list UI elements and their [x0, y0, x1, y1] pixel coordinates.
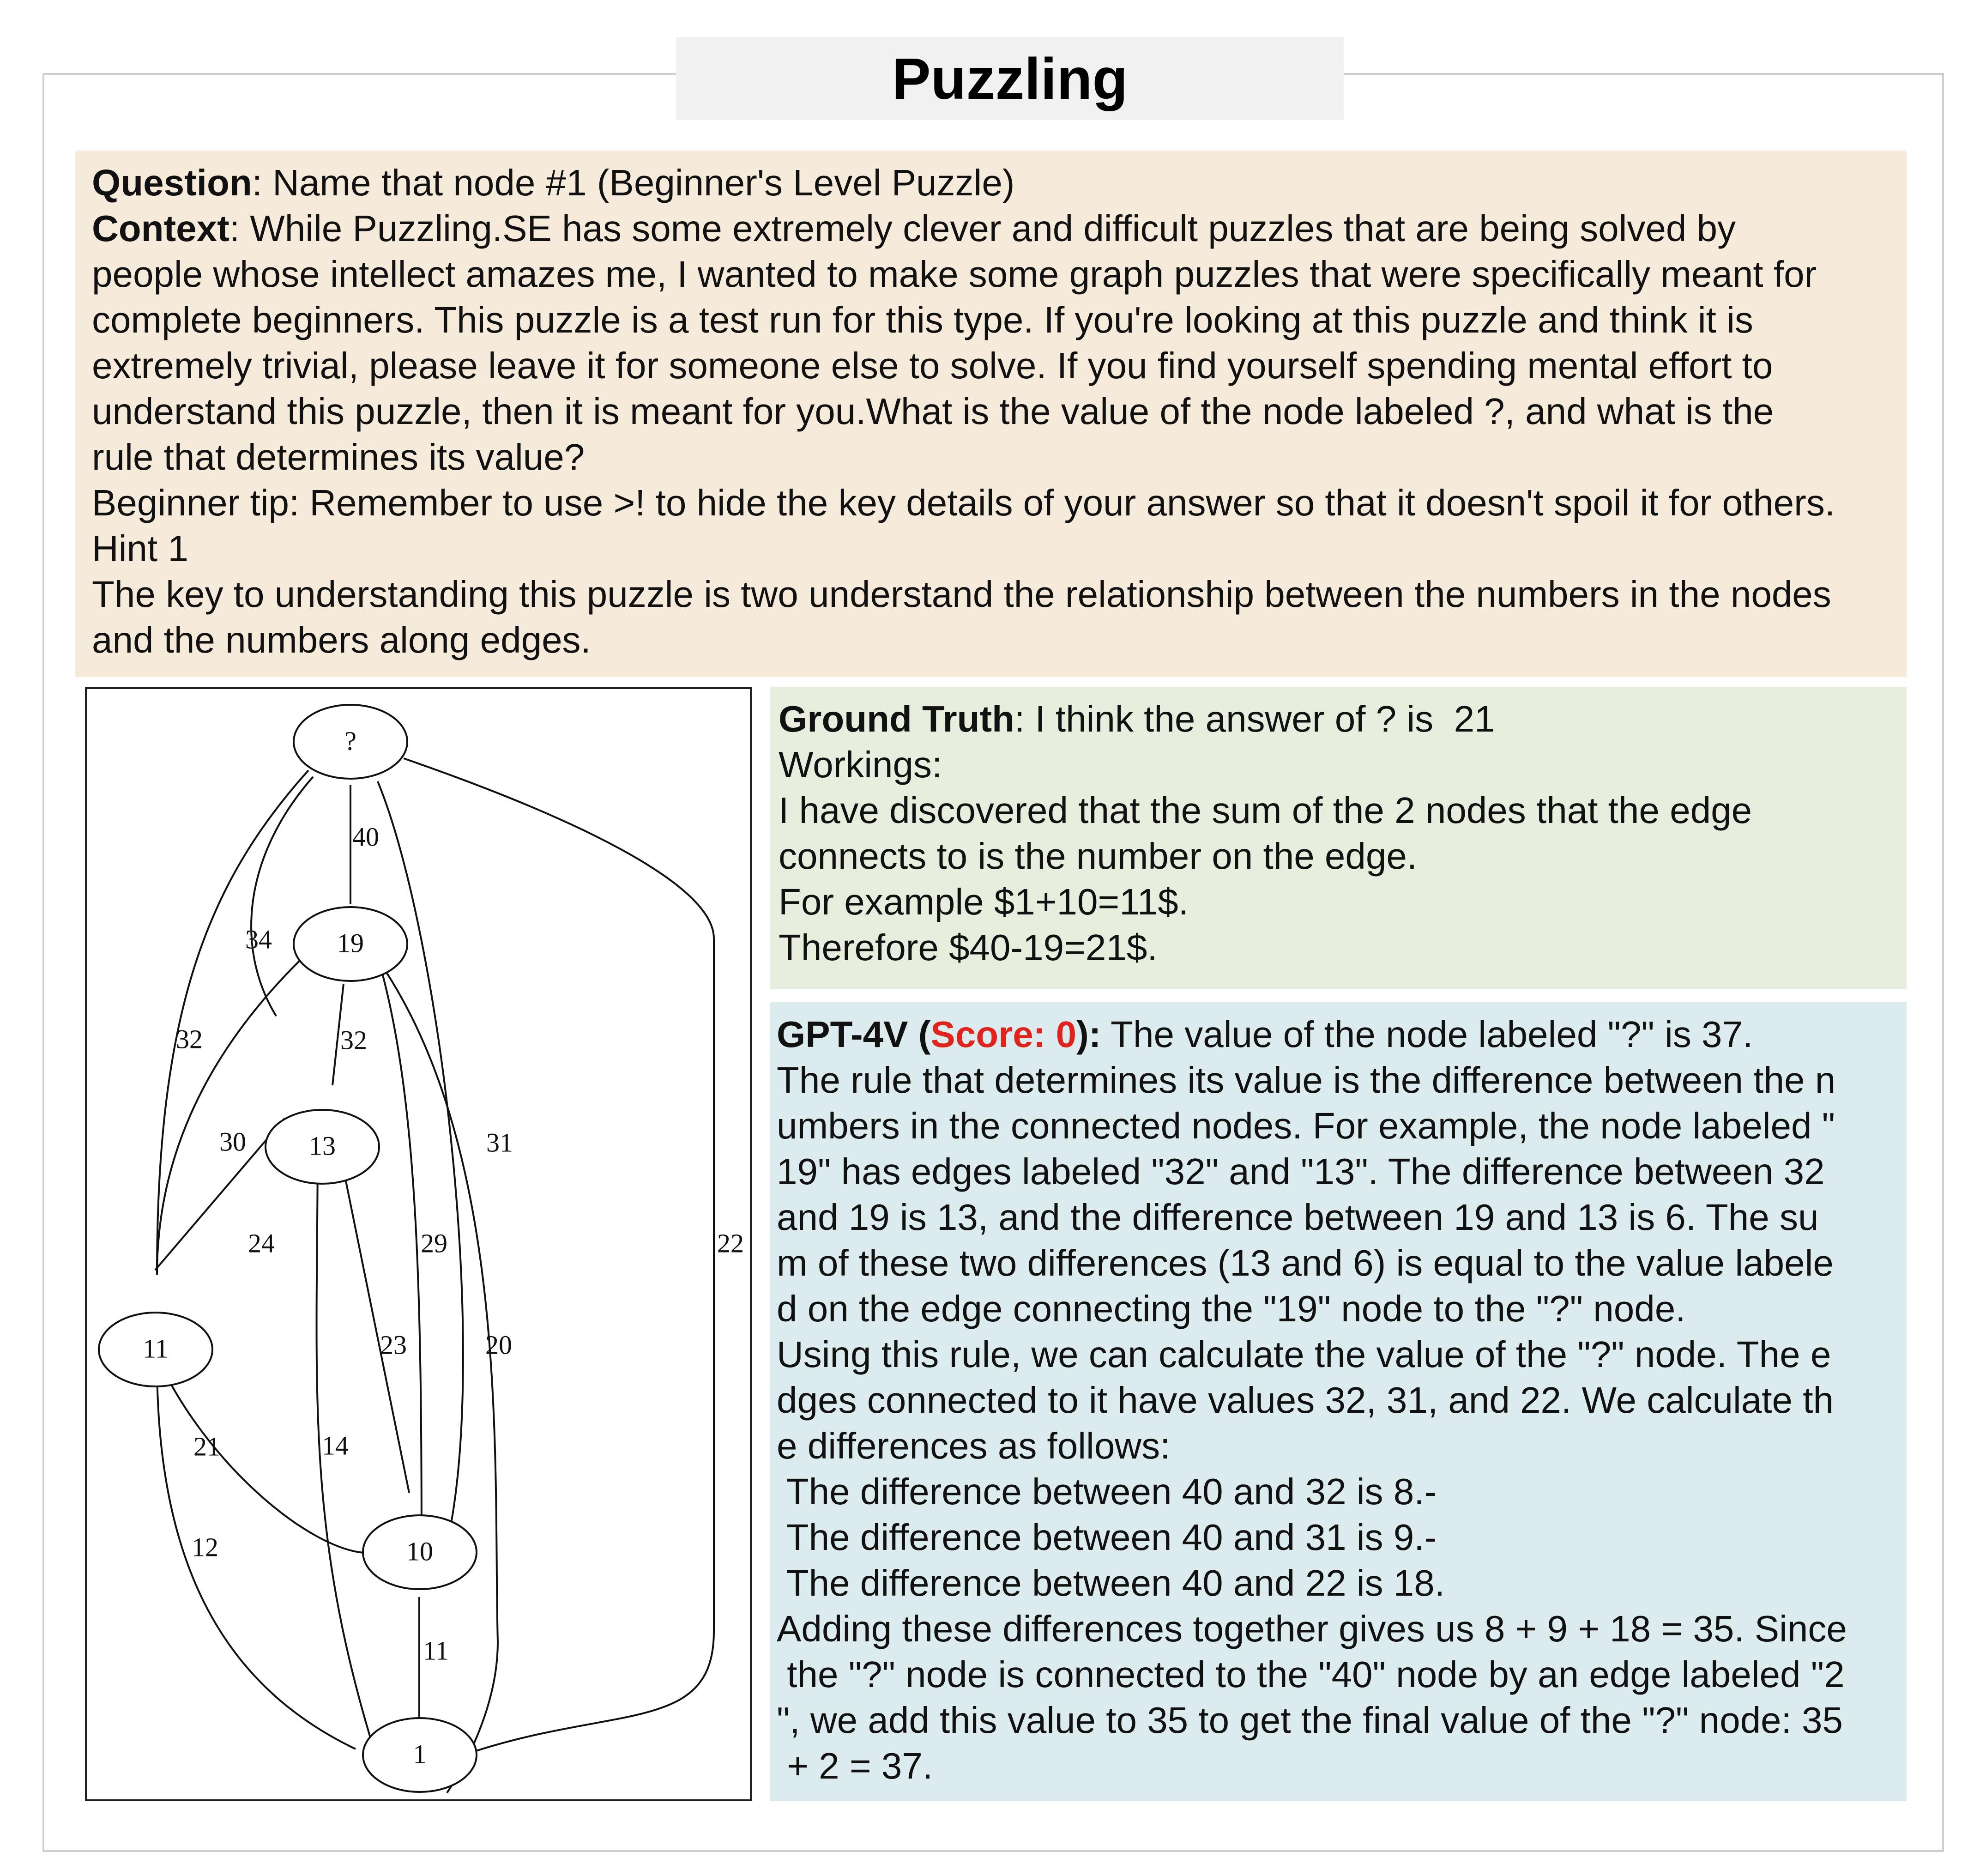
question-text: : Name that node #1 (Beginner's Level Puzzle): [252, 162, 1015, 203]
gpt4v-line: umbers in the connected nodes. For example, the node labeled ": [777, 1105, 1835, 1146]
gpt4v-line: d on the edge connecting the "19" node to the "?" node.: [777, 1288, 1686, 1329]
ground-truth-label: Ground Truth: [779, 698, 1015, 739]
context-label: Context: [92, 208, 229, 249]
edge-19-11: [157, 948, 313, 1275]
edge-label-11-1: 12: [192, 1532, 218, 1562]
gpt4v-line: Adding these differences together gives us 8 + 9 + 18 = 35. Since: [777, 1608, 1847, 1649]
question-label: Question: [92, 162, 252, 203]
context-line: [92, 206, 1890, 251]
gpt4v-line: The difference between 40 and 22 is 18.: [777, 1562, 1445, 1604]
score-open-paren: (: [908, 1014, 931, 1055]
edge-label-13-1: 14: [322, 1430, 349, 1461]
ground-truth-line: [779, 696, 1897, 742]
hint-text: and the numbers along edges.: [92, 619, 591, 660]
context-line: understand this puzzle, then it is meant for you.What is the value of the node labeled ?, and what is the: [92, 391, 1774, 432]
ground-truth-panel: [770, 687, 1907, 989]
model-label: GPT-4V: [777, 1014, 908, 1055]
node-label-question: ?: [344, 726, 356, 756]
hint-text: The key to understanding this puzzle is two understand the relationship between the numbers in the nodes: [92, 574, 1831, 615]
workings-line: connects to is the number on the edge.: [779, 835, 1418, 877]
edge-label-19-11: 30: [219, 1126, 246, 1157]
workings-line: Therefore $40-19=21$.: [779, 927, 1158, 968]
question-panel: [75, 151, 1907, 677]
workings-line: I have discovered that the sum of the 2 nodes that the edge: [779, 790, 1752, 831]
gpt4v-line: and 19 is 13, and the difference between 19 and 13 is 6. The su: [777, 1197, 1819, 1238]
gpt4v-line: m of these two differences (13 and 6) is equal to the value labele: [777, 1242, 1834, 1283]
workings-line: For example $1+10=11$.: [779, 881, 1189, 922]
edge-label-q-10: 31: [486, 1127, 513, 1158]
gpt4v-line: The difference between 40 and 31 is 9.-: [777, 1517, 1437, 1558]
context-line: people whose intellect amazes me, I wanted to make some graph puzzles that were specifically meant for: [92, 254, 1817, 295]
beginner-tip: Beginner tip: Remember to use >! to hide the key details of your answer so that it doesn't spoil it for others.: [92, 482, 1835, 523]
edge-label-13-10: 23: [380, 1330, 407, 1360]
title-box: [676, 37, 1344, 120]
gpt4v-answer: The value of the node labeled "?" is 37.: [1101, 1014, 1753, 1055]
workings-line: Workings:: [779, 744, 942, 785]
gpt4v-line: dges connected to it have values 32, 31, and 22. We calculate th: [777, 1380, 1834, 1421]
edge-label-19-1: 20: [485, 1330, 512, 1360]
gpt4v-line: The difference between 40 and 32 is 8.-: [777, 1471, 1437, 1512]
hint-heading: Hint 1: [92, 528, 188, 569]
ground-truth-answer: : I think the answer of ? is 21: [1014, 698, 1495, 739]
node-label-10: 10: [406, 1536, 433, 1567]
edge-label-11-10: 21: [193, 1431, 220, 1462]
edge-19-10: [382, 974, 422, 1566]
edge-label-q-13: 34: [245, 924, 272, 955]
gpt4v-line: ", we add this value to 35 to get the final value of the "?" node: 35: [777, 1700, 1843, 1741]
edge-11-1: [157, 1358, 356, 1749]
gpt4v-line: + 2 = 37.: [777, 1745, 933, 1786]
context-line: rule that determines its value?: [92, 436, 585, 478]
edge-q-13: [251, 777, 313, 1016]
node-label-1: 1: [413, 1739, 427, 1769]
context-line: complete beginners. This puzzle is a test run for this type. If you're looking at this puzzle and think it is: [92, 299, 1753, 340]
gpt4v-answer-panel: [770, 1002, 1907, 1801]
node-label-11: 11: [143, 1333, 169, 1364]
edge-label-q-11: 32: [176, 1024, 203, 1054]
edge-label-19-13: 32: [340, 1025, 367, 1055]
edge-q-11: [157, 770, 308, 1273]
gpt4v-line: the "?" node is connected to the "40" node by an edge labeled "2: [777, 1654, 1845, 1695]
edge-label-q-1: 22: [717, 1228, 744, 1259]
gpt4v-line: 19" has edges labeled "32" and "13". The difference between 32: [777, 1151, 1825, 1192]
context-line: extremely trivial, please leave it for someone else to solve. If you find yourself spending mental effort to: [92, 345, 1773, 386]
edge-label-q-19: 40: [352, 822, 379, 852]
node-label-19: 19: [337, 928, 364, 958]
question-line: [92, 160, 1890, 206]
gpt4v-first-line: [777, 1011, 1897, 1057]
node-label-13: 13: [309, 1131, 336, 1161]
edge-label-13-11: 24: [248, 1228, 275, 1259]
graph-figure: [85, 687, 752, 1801]
edge-label-19-10: 29: [421, 1228, 447, 1259]
graph-svg: [87, 689, 754, 1803]
context-text: : While Puzzling.SE has some extremely clever and difficult puzzles that are being solved by: [229, 208, 1736, 249]
edge-label-10-1: 11: [423, 1635, 449, 1666]
score-value: Score: 0: [930, 1014, 1077, 1055]
gpt4v-line: The rule that determines its value is the difference between the n: [777, 1059, 1836, 1101]
gpt4v-line: Using this rule, we can calculate the value of the "?" node. The e: [777, 1334, 1831, 1375]
edge-19-1: [382, 966, 498, 1793]
gpt4v-line: e differences as follows:: [777, 1425, 1171, 1466]
edge-q-1: [404, 758, 714, 1751]
score-close-paren: ):: [1076, 1014, 1101, 1055]
page-title: Puzzling: [892, 46, 1128, 111]
